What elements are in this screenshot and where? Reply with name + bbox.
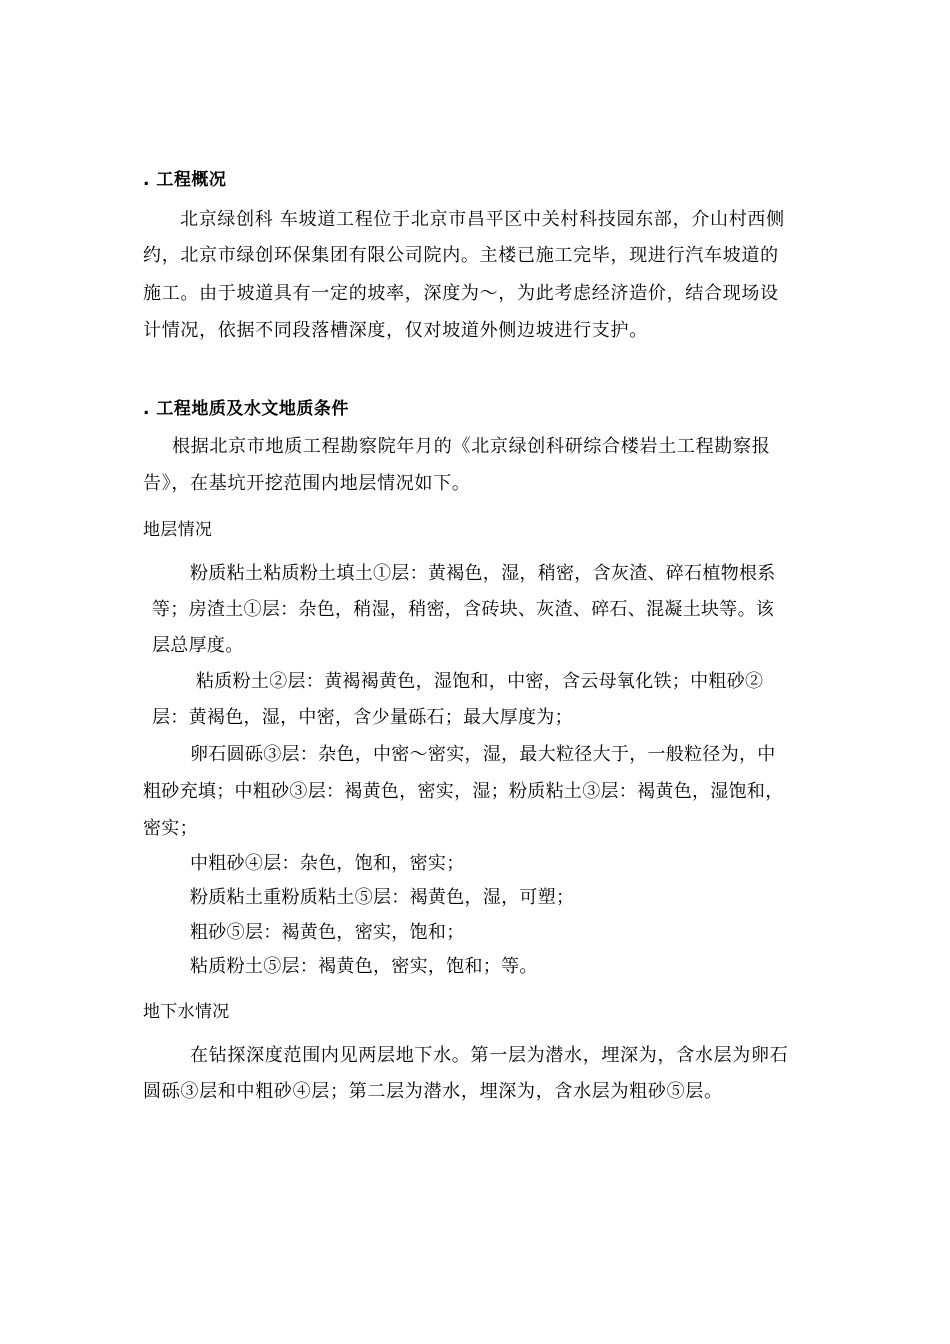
strata-line: 粘质粉土⑤层：褐黄色，密实，饱和；等。 (190, 956, 538, 977)
paragraph-line: 约，北京市绿创环保集团有限公司院内。主楼已施工完毕，现进行汽车坡道的 (143, 245, 779, 266)
paragraph-line: 施工。由于坡道具有一定的坡率，深度为～，为此考虑经济造价，结合现场设 (143, 283, 779, 304)
strata-line: 粉质粘土重粉质粘土⑤层：褐黄色，湿，可塑； (190, 887, 575, 908)
paragraph-line: 告》，在基坑开挖范围内地层情况如下。 (143, 473, 471, 494)
strata-line: 层：黄褐色，湿，中密，含少量砾石；最大厚度为； (152, 707, 573, 728)
paragraph-line: 北京绿创科 车坡道工程位于北京市昌平区中关村科技园东部，介山村西侧 (180, 209, 785, 230)
strata-line: 密实； (143, 818, 198, 839)
groundwater-line: 圆砾③层和中粗砂④层；第二层为潜水，埋深为，含水层为粗砂⑤层。 (143, 1081, 723, 1102)
strata-line: 卵石圆砾③层：杂色，中密～密实，湿，最大粒径大于，一般粒径为，中 (190, 744, 776, 765)
groundwater-line: 在钻探深度范围内见两层地下水。第一层为潜水，埋深为，含水层为卵石 (190, 1045, 789, 1066)
subsection-label-groundwater: 地下水情况 (143, 1002, 230, 1022)
subsection-label-strata: 地层情况 (143, 520, 213, 540)
strata-line: 层总厚度。 (152, 635, 244, 656)
strata-line: 粘质粉土②层：黄褐褐黄色，湿饱和，中密，含云母氧化铁；中粗砂② (196, 671, 764, 692)
section-heading-overview: . 工程概况 (143, 170, 227, 190)
paragraph-line: 计情况，依据不同段落槽深度，仅对坡道外侧边坡进行支护。 (143, 320, 648, 341)
strata-line: 等；房渣土①层：杂色，稍湿，稍密，含砖块、灰渣、碎石、混凝土块等。该 (152, 599, 775, 620)
strata-line: 粉质粘土粘质粉土填土①层：黄褐色，湿，稍密，含灰渣、碎石植物根系 (190, 563, 776, 584)
section-heading-geology: . 工程地质及水文地质条件 (143, 399, 349, 419)
paragraph-line: 根据北京市地质工程勘察院年月的《北京绿创科研综合楼岩土工程勘察报 (172, 436, 771, 457)
strata-line: 中粗砂④层：杂色，饱和，密实； (190, 853, 465, 874)
strata-line: 粗砂充填；中粗砂③层：褐黄色，密实，湿；粉质粘土③层：褐黄色，湿饱和， (143, 781, 784, 802)
strata-line: 粗砂⑤层：褐黄色，密实，饱和； (190, 922, 465, 943)
